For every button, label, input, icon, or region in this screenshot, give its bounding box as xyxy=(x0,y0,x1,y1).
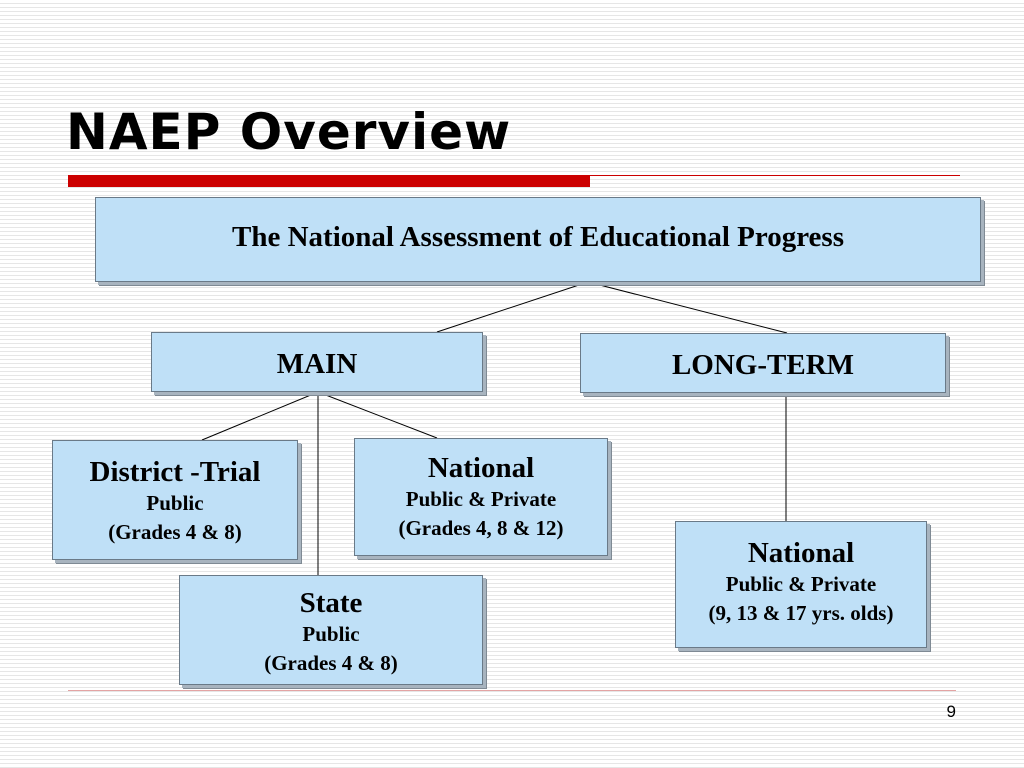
connector-root-long-term xyxy=(588,282,787,333)
long-term-node-title: LONG-TERM xyxy=(671,349,855,381)
district-trial-title: District -Trial xyxy=(89,456,261,488)
root-node-title: The National Assessment of Educational Progress xyxy=(232,221,844,253)
state-scope: Public xyxy=(302,622,360,646)
long-term-node xyxy=(580,333,946,393)
national-long-term-scope: Public & Private xyxy=(725,572,877,596)
footer-divider xyxy=(68,690,956,691)
national-long-term-title: National xyxy=(747,537,855,569)
national-main-scope: Public & Private xyxy=(405,487,557,511)
district-trial-node xyxy=(52,440,298,560)
district-trial-grades: (Grades 4 & 8) xyxy=(108,520,242,544)
connector-root-main xyxy=(437,282,588,332)
connector-main-national xyxy=(318,392,437,438)
national-main-grades: (Grades 4, 8 & 12) xyxy=(398,516,564,540)
national-long-term-ages: (9, 13 & 17 yrs. olds) xyxy=(708,601,894,625)
national-long-term-node xyxy=(675,521,927,648)
main-node xyxy=(151,332,483,392)
district-trial-scope: Public xyxy=(146,491,204,515)
root-node xyxy=(95,197,981,282)
page-number: 9 xyxy=(946,702,956,721)
main-node-title: MAIN xyxy=(276,348,358,380)
state-node xyxy=(179,575,483,685)
slide-title: NAEP Overview xyxy=(66,103,512,161)
connector-main-district xyxy=(202,392,318,440)
national-main-title: National xyxy=(427,452,535,484)
state-grades: (Grades 4 & 8) xyxy=(264,651,398,675)
state-title: State xyxy=(299,587,363,619)
national-main-node xyxy=(354,438,608,556)
